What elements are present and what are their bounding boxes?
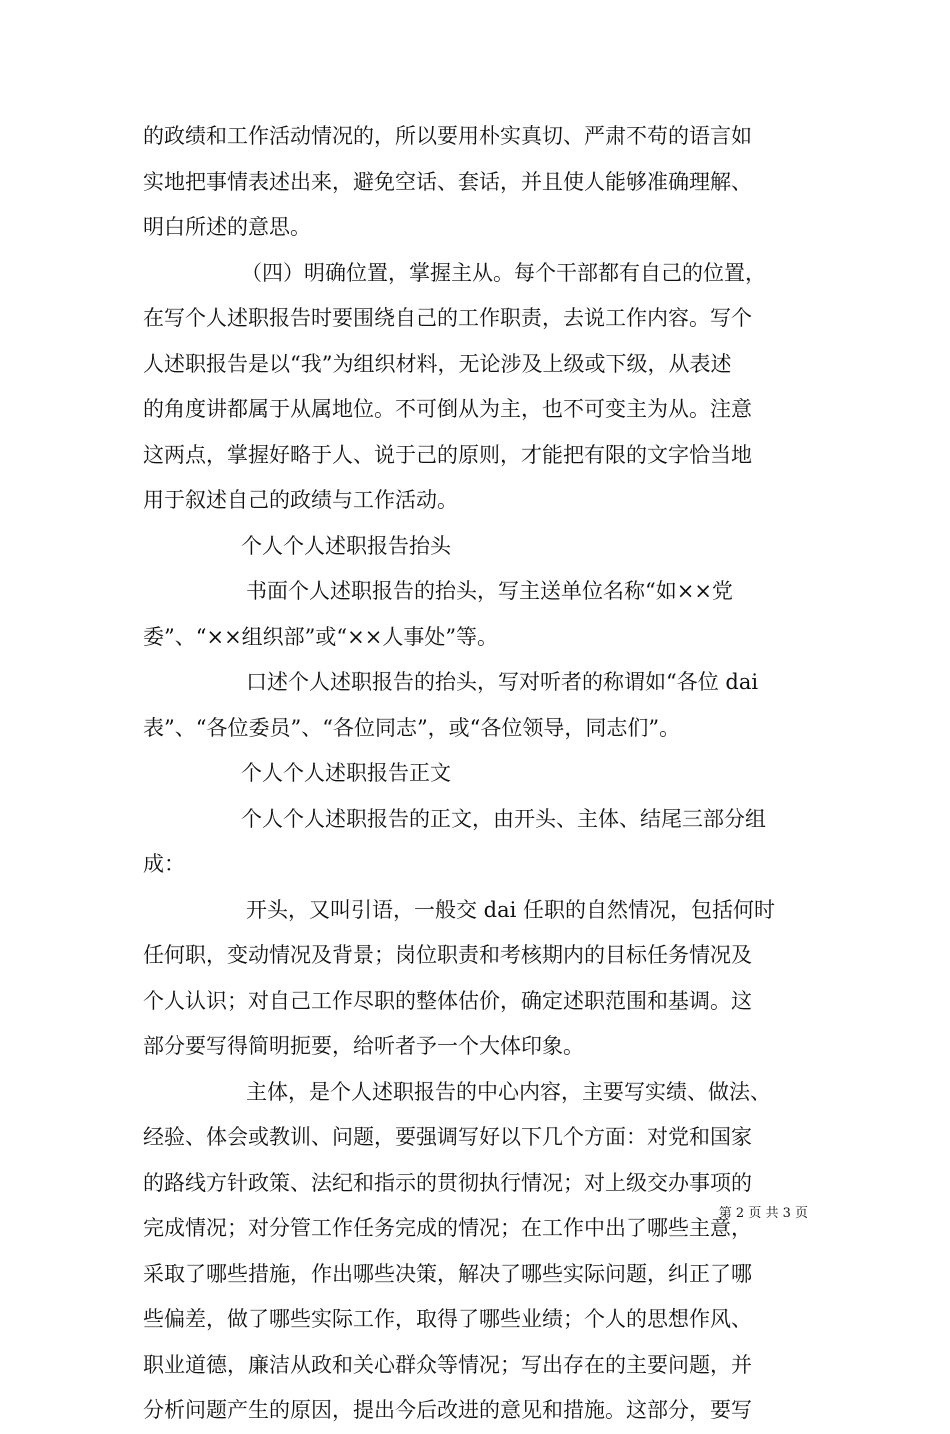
body-text (143, 114, 808, 1434)
text-line: 人述职报告是以“我”为组织材料，无论涉及上级或下级，从表述 (143, 351, 732, 376)
text-line: 口述个人述职报告的抬头，写对听者的称谓如“各位 dai (246, 670, 759, 694)
text-line: 实地把事情表述出来，避免空话、套话，并且使人能够准确理解、 (143, 169, 752, 194)
text-line: （四）明确位置，掌握主从。每个干部都有自己的位置， (241, 260, 766, 285)
section-heading: 个人个人述职报告抬头 (241, 533, 451, 558)
page-number: 第 2 页 共 3 页 (718, 1206, 808, 1221)
text-line: 主体，是个人述职报告的中心内容，主要写实绩、做法、 (246, 1079, 771, 1104)
text-line: 的政绩和工作活动情况的，所以要用朴实真切、严肃不苟的语言如 (143, 124, 752, 148)
text-line: 经验、体会或教训、问题，要强调写好以下几个方面：对党和国家 (143, 1125, 752, 1149)
text-line: 表”、“各位委员”、“各位同志”，或“各位领导，同志们”。 (143, 715, 681, 740)
text-line: 部分要写得简明扼要，给听者予一个大体印象。 (143, 1034, 584, 1058)
text-line: 采取了哪些措施，作出哪些决策，解决了哪些实际问题，纠正了哪 (143, 1261, 752, 1286)
text-line: 委”、“××组织部”或“××人事处”等。 (143, 624, 499, 649)
text-line: 书面个人述职报告的抬头，写主送单位名称“如××党 (246, 579, 733, 603)
text-line: 在写个人述职报告时要围绕自己的工作职责，去说工作内容。写个 (143, 306, 752, 330)
section-heading: 个人个人述职报告正文 (241, 761, 451, 785)
text-line: 明白所述的意思。 (143, 215, 311, 239)
text-line: 个人个人述职报告的正文，由开头、主体、结尾三部分组 (241, 806, 766, 831)
text-line: 个人认识；对自己工作尽职的整体估价，确定述职范围和基调。这 (143, 988, 752, 1013)
text-line: 职业道德，廉洁从政和关心群众等情况；写出存在的主要问题，并 (143, 1352, 752, 1377)
text-line: 这两点，掌握好略于人、说于己的原则，才能把有限的文字恰当地 (143, 442, 752, 467)
text-line: 些偏差，做了哪些实际工作，取得了哪些业绩；个人的思想作风、 (143, 1307, 752, 1331)
text-line: 完成情况；对分管工作任务完成的情况；在工作中出了哪些主意， (143, 1216, 752, 1240)
text-line: 成： (143, 852, 185, 876)
text-line: 的路线方针政策、法纪和指示的贯彻执行情况；对上级交办事项的 (143, 1170, 752, 1195)
text-line: 开头，又叫引语，一般交 dai 任职的自然情况，包括何时 (246, 897, 776, 922)
text-line: 分析问题产生的原因，提出今后改进的意见和措施。这部分，要写 (143, 1398, 752, 1422)
text-line: 的角度讲都属于从属地位。不可倒从为主，也不可变主为从。注意 (143, 397, 752, 421)
text-line: 任何职，变动情况及背景；岗位职责和考核期内的目标任务情况及 (143, 943, 752, 967)
text-line: 用于叙述自己的政绩与工作活动。 (143, 488, 458, 512)
